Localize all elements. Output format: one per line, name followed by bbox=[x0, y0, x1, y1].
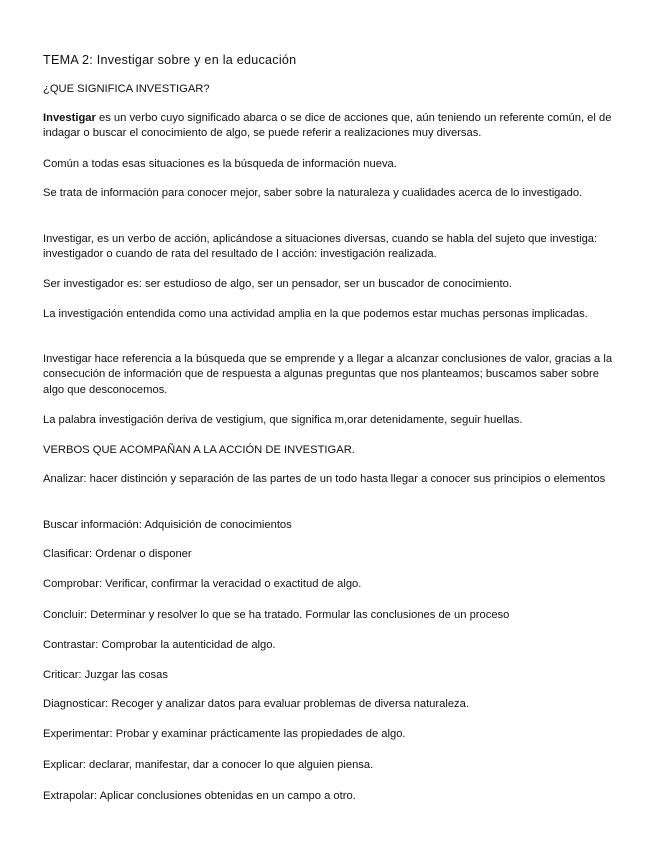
paragraph: Ser investigador es: ser estudioso de algo, ser un pensador, ser un buscador de conocimiento. bbox=[43, 278, 512, 290]
paragraph: La investigación entendida como una actividad amplia en la que podemos estar muchas personas implicadas. bbox=[43, 308, 588, 320]
verb-item: Experimentar: Probar y examinar prácticamente las propiedades de algo. bbox=[43, 728, 406, 740]
verb-item: Analizar: hacer distinción y separación de las partes de un todo hasta llegar a conocer sus principios o elementos bbox=[43, 473, 606, 485]
paragraph: Investigar, es un verbo de acción, aplicándose a situaciones diversas, cuando se habla del sujeto que investiga: investigador o cuando de rata del resultado de l acción: investigación realizada. bbox=[43, 233, 598, 261]
paragraph: La palabra investigación deriva de vestigium, que significa m,orar detenidamente, seguir huellas. bbox=[43, 414, 523, 426]
paragraph: Se trata de información para conocer mejor, saber sobre la naturaleza y cualidades acerca de lo investigado. bbox=[43, 187, 583, 199]
verb-item: Buscar información: Adquisición de conocimientos bbox=[43, 519, 292, 531]
intro-term: Investigar bbox=[43, 112, 96, 124]
paragraph: Investigar hace referencia a la búsqueda que se emprende y a llegar a alcanzar conclusiones de valor, gracias a la consecución de información que de respuesta a algunas preguntas que nos planteamos; buscamos saber sobre algo que desconocemos. bbox=[43, 353, 613, 396]
verb-item: Comprobar: Verificar, confirmar la veracidad o exactitud de algo. bbox=[43, 578, 362, 590]
intro-paragraph bbox=[43, 111, 623, 142]
verb-item: Diagnosticar: Recoger y analizar datos para evaluar problemas de diversa naturaleza. bbox=[43, 698, 469, 710]
document-title: TEMA 2: Investigar sobre y en la educación bbox=[43, 53, 297, 67]
verb-item: Concluir: Determinar y resolver lo que se ha tratado. Formular las conclusiones de un proceso bbox=[43, 609, 510, 621]
verb-item: Explicar: declarar, manifestar, dar a conocer lo que alguien piensa. bbox=[43, 759, 374, 771]
question-heading: ¿QUE SIGNIFICA INVESTIGAR? bbox=[43, 83, 210, 95]
paragraph: Común a todas esas situaciones es la búsqueda de información nueva. bbox=[43, 158, 397, 170]
verb-item: Criticar: Juzgar las cosas bbox=[43, 669, 168, 681]
verb-item: Extrapolar: Aplicar conclusiones obtenidas en un campo a otro. bbox=[43, 790, 356, 802]
verb-item: Clasificar: Ordenar o disponer bbox=[43, 548, 192, 560]
intro-text: es un verbo cuyo significado abarca o se dice de acciones que, aún teniendo un referente común, el de indagar o buscar el conocimiento de algo, se puede referir a realizaciones muy diversas. bbox=[43, 112, 612, 140]
verbs-heading: VERBOS QUE ACOMPAÑAN A LA ACCIÓN DE INVESTIGAR. bbox=[43, 444, 355, 456]
verb-item: Contrastar: Comprobar la autenticidad de algo. bbox=[43, 639, 276, 651]
